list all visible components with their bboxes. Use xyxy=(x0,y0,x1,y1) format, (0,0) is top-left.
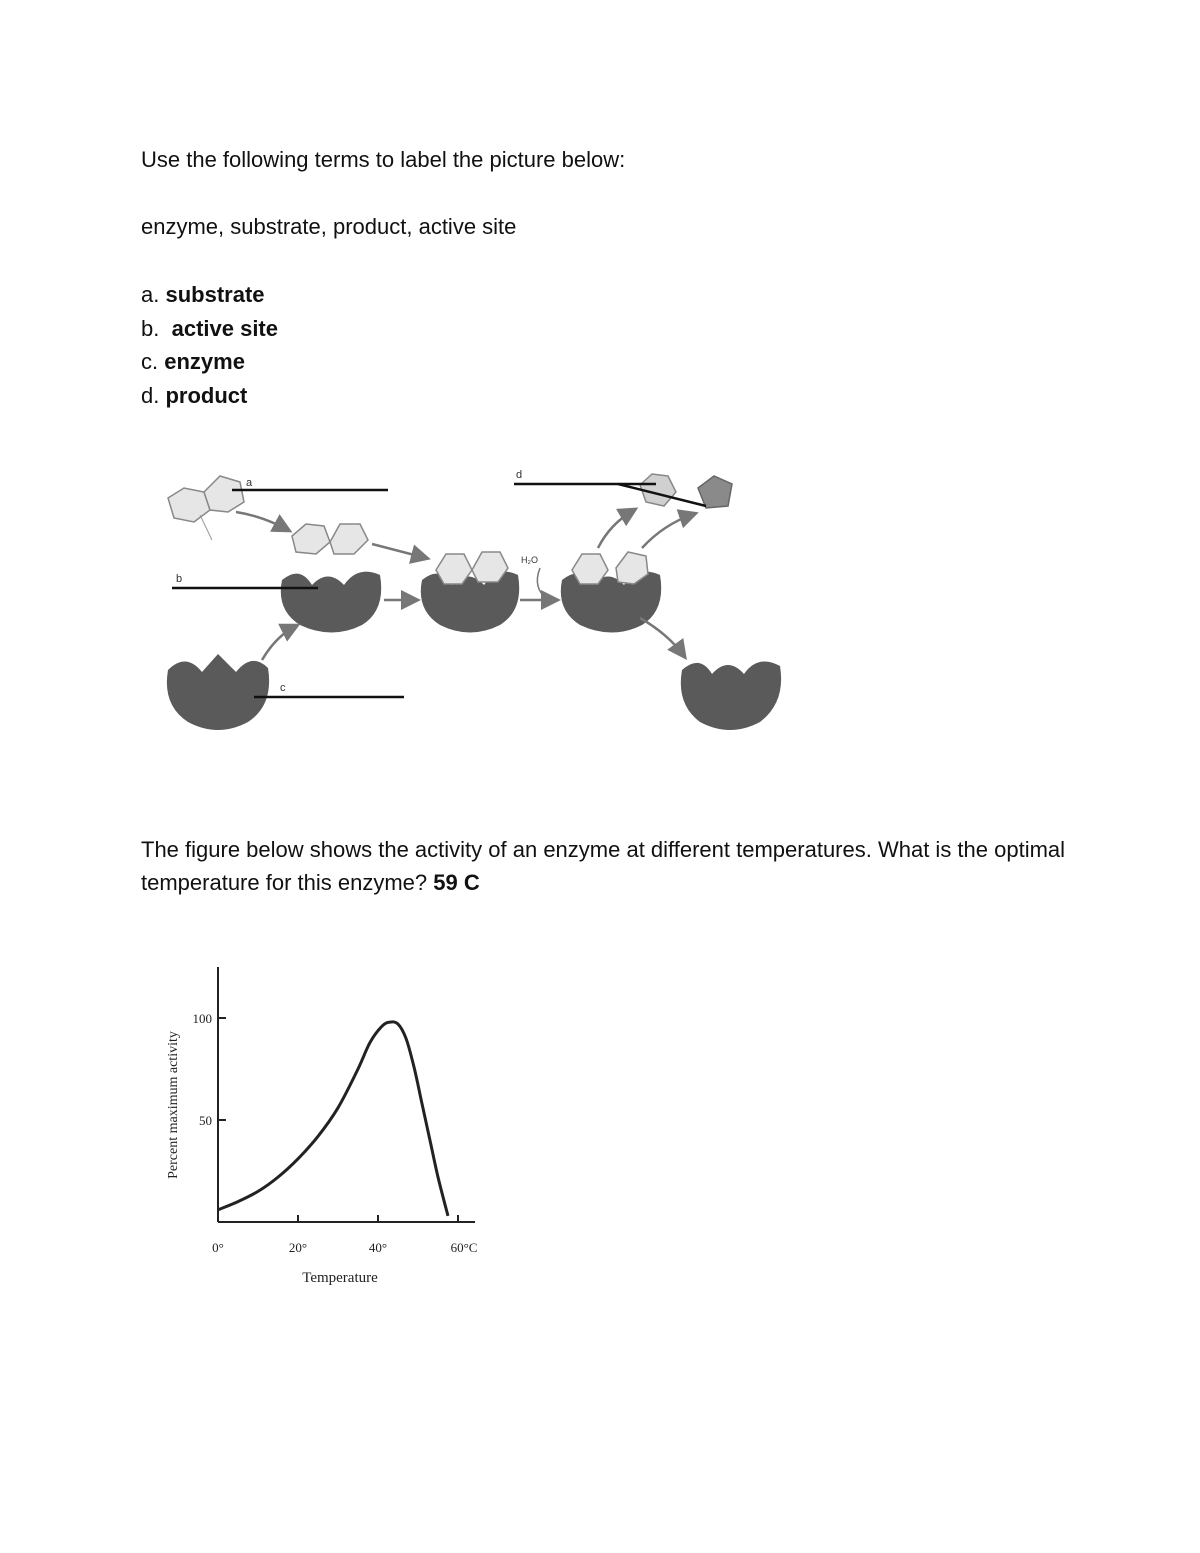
enzyme-shape xyxy=(281,572,381,633)
enzyme-diagram xyxy=(0,440,820,740)
x-tick-label: 40° xyxy=(368,1240,388,1255)
answer-letter: b. xyxy=(141,315,160,341)
question2-prompt xyxy=(141,833,1101,899)
y-axis-label: Percent maximum activity xyxy=(166,1031,181,1179)
answer-item-b xyxy=(141,312,278,346)
enzyme-shape xyxy=(681,662,781,731)
answer-item-c xyxy=(141,345,278,379)
question1-prompt: Use the following terms to label the picture below: xyxy=(141,147,626,172)
answer-letter: c. xyxy=(141,349,159,374)
label-d: d xyxy=(516,469,523,481)
label-c: c xyxy=(280,682,286,694)
answer-letter: d. xyxy=(141,382,160,408)
substrate-molecule xyxy=(168,476,244,540)
water-label: H₂O xyxy=(521,555,538,565)
enzyme-shape xyxy=(167,654,269,730)
label-a: a xyxy=(246,477,253,489)
label-b: b xyxy=(176,573,183,585)
x-tick-label: 0° xyxy=(212,1240,224,1255)
product-molecule xyxy=(698,476,732,508)
answer-text: active site xyxy=(171,315,278,341)
enzyme-substrate-complex xyxy=(421,552,519,633)
x-tick-label: 20° xyxy=(288,1240,308,1255)
answer-list xyxy=(141,278,278,412)
question2-text: The figure below shows the activity of an enzyme at different temperatures. What is the optimal temperature for this enzyme? xyxy=(141,837,1066,895)
answer-text: substrate xyxy=(165,282,265,307)
x-tick-label: 60°C xyxy=(450,1240,478,1255)
question2-answer: 59 C xyxy=(433,870,480,895)
terms-list: enzyme, substrate, product, active site xyxy=(141,214,517,239)
answer-text: product xyxy=(165,382,248,408)
temperature-activity-chart xyxy=(150,955,510,1295)
answer-text: enzyme xyxy=(164,349,245,374)
answer-item-d xyxy=(141,379,278,413)
y-tick-label: 50 xyxy=(199,1113,212,1128)
substrate-molecule xyxy=(292,524,368,554)
answer-item-a xyxy=(141,278,278,312)
y-tick-label: 100 xyxy=(192,1011,212,1026)
activity-curve xyxy=(218,1022,448,1216)
answer-letter: a. xyxy=(141,282,160,307)
x-axis-label: Temperature xyxy=(302,1270,378,1286)
